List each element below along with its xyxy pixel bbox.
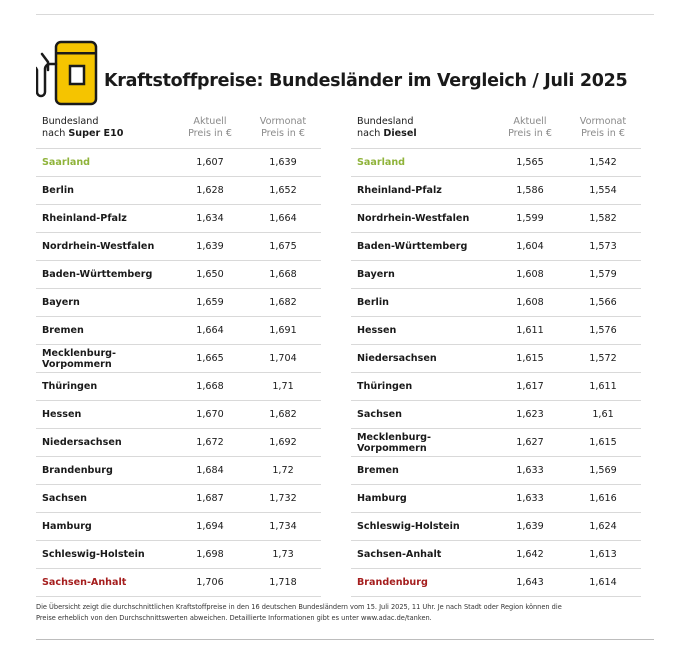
table-row bbox=[36, 261, 321, 289]
header-previous-line1: Vormonat bbox=[259, 116, 307, 127]
header-current-price bbox=[495, 116, 565, 140]
table-body bbox=[351, 149, 641, 597]
current-price: 1,665 bbox=[196, 353, 224, 364]
header-current-price bbox=[175, 116, 245, 140]
current-price: 1,642 bbox=[516, 549, 544, 560]
current-price: 1,706 bbox=[196, 577, 224, 588]
table-row bbox=[36, 345, 321, 373]
footnote-line1: Die Übersicht zeigt die durchschnittlichen Kraftstoffpreise in den 16 deutschen Bundesländern vom 15. Juli 2025, 11 Uhr. Je nach Stadt oder Region können die bbox=[36, 603, 562, 611]
current-price: 1,639 bbox=[516, 521, 544, 532]
header-previous-price bbox=[565, 116, 641, 140]
state-name: Baden-Württemberg bbox=[357, 241, 468, 252]
state-name: Bayern bbox=[42, 297, 80, 308]
previous-price: 1,613 bbox=[589, 549, 617, 560]
state-name: Sachsen-Anhalt bbox=[357, 549, 442, 560]
header-label-line1: Bundesland bbox=[42, 116, 99, 127]
current-price: 1,634 bbox=[196, 213, 224, 224]
table-row bbox=[36, 205, 321, 233]
table-row bbox=[351, 317, 641, 345]
header-fuel-type: Diesel bbox=[383, 128, 417, 139]
state-name: Sachsen bbox=[42, 493, 87, 504]
current-price: 1,670 bbox=[196, 409, 224, 420]
table-row bbox=[351, 177, 641, 205]
previous-price: 1,664 bbox=[269, 213, 297, 224]
previous-price: 1,734 bbox=[269, 521, 297, 532]
previous-price: 1,71 bbox=[272, 381, 294, 392]
state-name: Rheinland-Pfalz bbox=[42, 213, 127, 224]
header-label-prefix: nach bbox=[42, 128, 69, 139]
current-price: 1,668 bbox=[196, 381, 224, 392]
header-label-line1: Bundesland bbox=[357, 116, 414, 127]
table-row bbox=[36, 569, 321, 597]
current-price: 1,607 bbox=[196, 157, 224, 168]
previous-price: 1,616 bbox=[589, 493, 617, 504]
table-row bbox=[36, 233, 321, 261]
header-label-bundesland bbox=[36, 116, 175, 140]
current-price: 1,687 bbox=[196, 493, 224, 504]
current-price: 1,617 bbox=[516, 381, 544, 392]
table-row bbox=[351, 233, 641, 261]
state-name: Hessen bbox=[42, 409, 82, 420]
state-name: Hamburg bbox=[357, 493, 407, 504]
table-body bbox=[36, 149, 321, 597]
state-name: Bremen bbox=[42, 325, 84, 336]
current-price: 1,672 bbox=[196, 437, 224, 448]
table-row bbox=[36, 177, 321, 205]
previous-price: 1,668 bbox=[269, 269, 297, 280]
previous-price: 1,573 bbox=[589, 241, 617, 252]
table-row bbox=[36, 401, 321, 429]
current-price: 1,639 bbox=[196, 241, 224, 252]
bottom-divider bbox=[36, 639, 654, 640]
state-name: Sachsen bbox=[357, 409, 402, 420]
header-label-bundesland bbox=[351, 116, 495, 140]
state-name: Hessen bbox=[357, 325, 397, 336]
state-name: Mecklenburg-Vorpommern bbox=[42, 347, 117, 370]
previous-price: 1,554 bbox=[589, 185, 617, 196]
header-previous-line2: Preis in € bbox=[581, 128, 625, 139]
table-row bbox=[351, 541, 641, 569]
previous-price: 1,579 bbox=[589, 269, 617, 280]
previous-price: 1,718 bbox=[269, 577, 297, 588]
state-name: Brandenburg bbox=[42, 465, 113, 476]
state-name: Bremen bbox=[357, 465, 399, 476]
state-name: Saarland bbox=[42, 157, 91, 168]
table-row bbox=[36, 317, 321, 345]
state-name: Sachsen-Anhalt bbox=[42, 577, 127, 588]
table-row bbox=[351, 485, 641, 513]
state-name: Schleswig-Holstein bbox=[357, 521, 460, 532]
state-name: Thüringen bbox=[357, 381, 413, 392]
table-row bbox=[36, 429, 321, 457]
table-row bbox=[351, 429, 641, 457]
state-name: Nordrhein-Westfalen bbox=[42, 241, 155, 252]
previous-price: 1,614 bbox=[589, 577, 617, 588]
header-label-line2 bbox=[357, 128, 495, 140]
current-price: 1,643 bbox=[516, 577, 544, 588]
header-fuel-type: Super E10 bbox=[68, 128, 124, 139]
table-row bbox=[351, 345, 641, 373]
previous-price: 1,691 bbox=[269, 325, 297, 336]
state-name: Rheinland-Pfalz bbox=[357, 185, 442, 196]
table-row bbox=[351, 205, 641, 233]
state-name: Baden-Württemberg bbox=[42, 269, 153, 280]
current-price: 1,684 bbox=[196, 465, 224, 476]
table-row bbox=[36, 149, 321, 177]
table-row bbox=[351, 457, 641, 485]
previous-price: 1,682 bbox=[269, 297, 297, 308]
previous-price: 1,582 bbox=[589, 213, 617, 224]
state-name: Niedersachsen bbox=[357, 353, 437, 364]
previous-price: 1,572 bbox=[589, 353, 617, 364]
table-row bbox=[351, 261, 641, 289]
current-price: 1,565 bbox=[516, 157, 544, 168]
previous-price: 1,542 bbox=[589, 157, 617, 168]
current-price: 1,664 bbox=[196, 325, 224, 336]
top-divider bbox=[36, 14, 654, 15]
table-row bbox=[351, 289, 641, 317]
table-header bbox=[36, 116, 321, 149]
current-price: 1,586 bbox=[516, 185, 544, 196]
state-name: Niedersachsen bbox=[42, 437, 122, 448]
previous-price: 1,72 bbox=[272, 465, 294, 476]
state-name: Nordrhein-Westfalen bbox=[357, 213, 470, 224]
table-header bbox=[351, 116, 641, 149]
previous-price: 1,611 bbox=[589, 381, 617, 392]
state-name: Mecklenburg-Vorpommern bbox=[357, 431, 432, 454]
current-price: 1,633 bbox=[516, 465, 544, 476]
previous-price: 1,652 bbox=[269, 185, 297, 196]
table-row bbox=[351, 373, 641, 401]
table-row bbox=[351, 569, 641, 597]
state-name: Schleswig-Holstein bbox=[42, 549, 145, 560]
previous-price: 1,675 bbox=[269, 241, 297, 252]
footnote bbox=[36, 602, 636, 624]
state-name: Berlin bbox=[357, 297, 389, 308]
current-price: 1,659 bbox=[196, 297, 224, 308]
current-price: 1,623 bbox=[516, 409, 544, 420]
previous-price: 1,569 bbox=[589, 465, 617, 476]
header-current-line2: Preis in € bbox=[508, 128, 552, 139]
page-title: Kraftstoffpreise: Bundesländer im Vergleich / Juli 2025 bbox=[104, 71, 628, 91]
current-price: 1,627 bbox=[516, 437, 544, 448]
header-previous-line2: Preis in € bbox=[261, 128, 305, 139]
table-row bbox=[36, 457, 321, 485]
previous-price: 1,73 bbox=[272, 549, 294, 560]
current-price: 1,608 bbox=[516, 297, 544, 308]
previous-price: 1,692 bbox=[269, 437, 297, 448]
state-name: Hamburg bbox=[42, 521, 92, 532]
table-row bbox=[36, 373, 321, 401]
previous-price: 1,639 bbox=[269, 157, 297, 168]
header-current-line2: Preis in € bbox=[188, 128, 232, 139]
table-row bbox=[351, 513, 641, 541]
current-price: 1,615 bbox=[516, 353, 544, 364]
header-current-line1: Aktuell bbox=[513, 116, 547, 127]
header-previous-line1: Vormonat bbox=[579, 116, 627, 127]
header-current-line1: Aktuell bbox=[193, 116, 227, 127]
header-label-prefix: nach bbox=[357, 128, 384, 139]
previous-price: 1,682 bbox=[269, 409, 297, 420]
state-name: Thüringen bbox=[42, 381, 98, 392]
table-row bbox=[351, 149, 641, 177]
previous-price: 1,732 bbox=[269, 493, 297, 504]
table-row bbox=[36, 513, 321, 541]
current-price: 1,611 bbox=[516, 325, 544, 336]
header-previous-price bbox=[245, 116, 321, 140]
current-price: 1,698 bbox=[196, 549, 224, 560]
current-price: 1,650 bbox=[196, 269, 224, 280]
table-row bbox=[36, 289, 321, 317]
table-row bbox=[36, 485, 321, 513]
previous-price: 1,566 bbox=[589, 297, 617, 308]
footnote-line2: Preise erheblich von den Durchschnittswerten abweichen. Detaillierte Informationen gibt es unter www.adac.de/tanken. bbox=[36, 614, 432, 622]
current-price: 1,694 bbox=[196, 521, 224, 532]
previous-price: 1,615 bbox=[589, 437, 617, 448]
state-name: Berlin bbox=[42, 185, 74, 196]
table-row bbox=[36, 541, 321, 569]
current-price: 1,608 bbox=[516, 269, 544, 280]
super-e10-table bbox=[36, 116, 321, 597]
header-label-line2 bbox=[42, 128, 175, 140]
current-price: 1,628 bbox=[196, 185, 224, 196]
diesel-table bbox=[351, 116, 641, 597]
current-price: 1,633 bbox=[516, 493, 544, 504]
fuel-pump-icon bbox=[36, 40, 98, 106]
state-name: Brandenburg bbox=[357, 577, 428, 588]
state-name: Saarland bbox=[357, 157, 406, 168]
previous-price: 1,61 bbox=[592, 409, 614, 420]
state-name: Bayern bbox=[357, 269, 395, 280]
current-price: 1,604 bbox=[516, 241, 544, 252]
previous-price: 1,624 bbox=[589, 521, 617, 532]
table-row bbox=[351, 401, 641, 429]
previous-price: 1,704 bbox=[269, 353, 297, 364]
previous-price: 1,576 bbox=[589, 325, 617, 336]
current-price: 1,599 bbox=[516, 213, 544, 224]
header bbox=[36, 40, 627, 106]
